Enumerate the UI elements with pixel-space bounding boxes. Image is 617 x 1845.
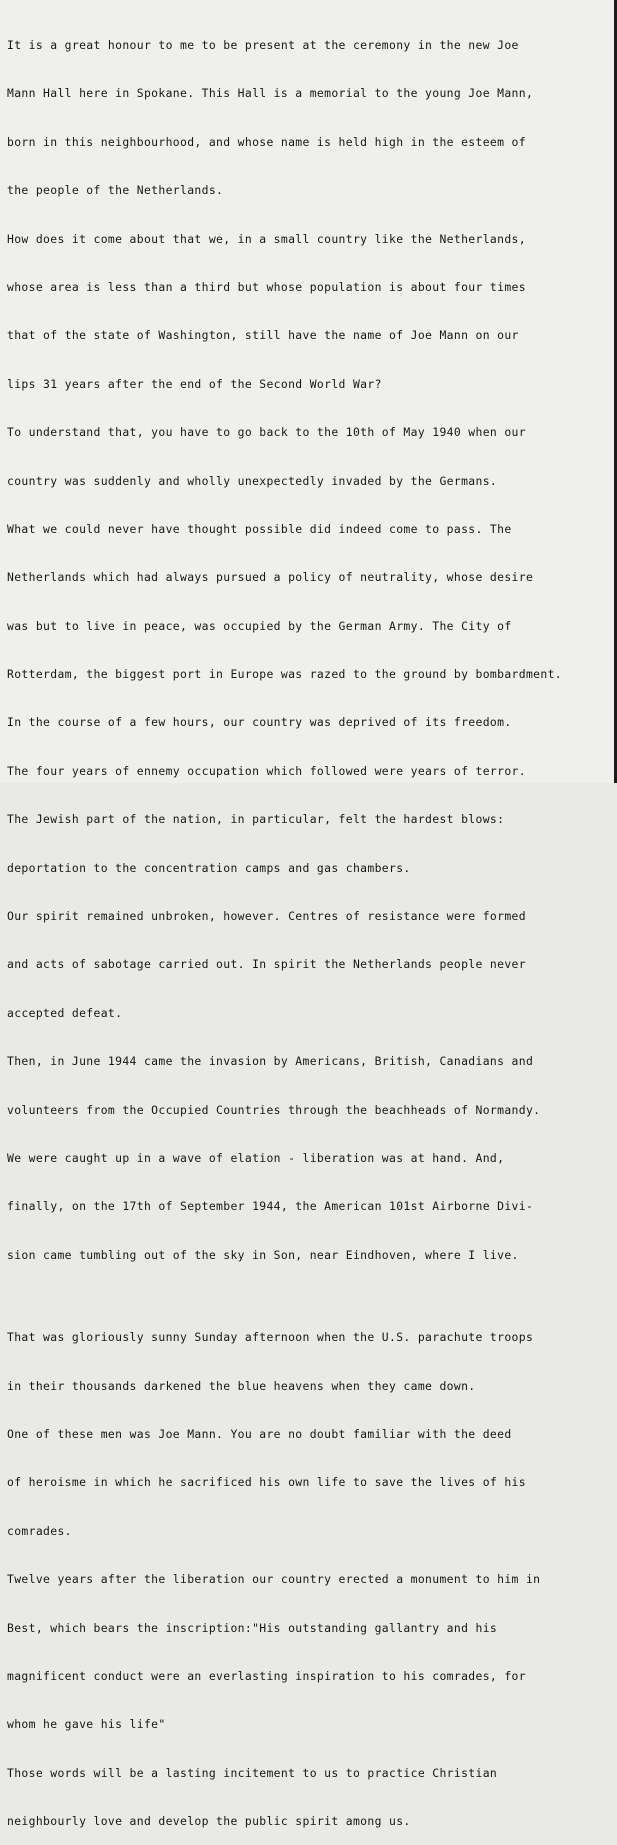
text-line: We were caught up in a wave of elation - liberation was at hand. And, (7, 1150, 505, 1165)
text-line: volunteers from the Occupied Countries through the beachheads of Normandy. (7, 1102, 541, 1117)
text-line: lips 31 years after the end of the Second World War? (7, 376, 382, 391)
text-line: born in this neighbourhood, and whose name is held high in the esteem of (7, 134, 526, 149)
text-line: Those words will be a lasting incitement to us to practice Christian (7, 1765, 498, 1780)
text-line: accepted defeat. (7, 1005, 123, 1020)
paragraph-gap (7, 1293, 608, 1299)
text-line: of heroisme in which he sacrificed his own life to save the lives of his (7, 1475, 526, 1490)
text-line: sion came tumbling out of the sky in Son, near Eindhoven, where I live. (7, 1247, 519, 1262)
text-line: In the course of a few hours, our country was deprived of its freedom. (7, 715, 512, 730)
text-line: To understand that, you have to go back to the 10th of May 1940 when our (7, 425, 526, 440)
text-line: Netherlands which had always pursued a policy of neutrality, whose desire (7, 570, 534, 585)
text-line: The four years of ennemy occupation which followed were years of terror. (7, 763, 526, 778)
text-line: deportation to the concentration camps and gas chambers. (7, 860, 411, 875)
text-line: in their thousands darkened the blue heavens when they came down. (7, 1378, 476, 1393)
text-line: Our spirit remained unbroken, however. Centres of resistance were formed (7, 909, 526, 924)
text-line: The Jewish part of the nation, in particular, felt the hardest blows: (7, 812, 505, 827)
text-line: One of these men was Joe Mann. You are no doubt familiar with the deed (7, 1426, 512, 1441)
text-line: whose area is less than a third but whose population is about four times (7, 279, 526, 294)
text-line: Twelve years after the liberation our country erected a monument to him in (7, 1572, 541, 1587)
text-line: Mann Hall here in Spokane. This Hall is a memorial to the young Joe Mann, (7, 86, 534, 101)
text-line: That was gloriously sunny Sunday afternoon when the U.S. parachute troops (7, 1330, 534, 1345)
text-line: Then, in June 1944 came the invasion by Americans, British, Canadians and (7, 1054, 534, 1069)
text-line: Best, which bears the inscription:"His outstanding gallantry and his (7, 1620, 498, 1635)
text-line: It is a great honour to me to be present at the ceremony in the new Joe (7, 38, 519, 52)
text-line: comrades. (7, 1523, 72, 1538)
text-line: whom he gave his life" (7, 1717, 166, 1732)
text-line: neighbourly love and develop the public spirit among us. (7, 1814, 411, 1829)
text-line: finally, on the 17th of September 1944, the American 101st Airborne Divi- (7, 1199, 534, 1214)
text-line: How does it come about that we, in a small country like the Netherlands, (7, 231, 526, 246)
text-line: was but to live in peace, was occupied by the German Army. The City of (7, 618, 512, 633)
text-line: What we could never have thought possible did indeed come to pass. The (7, 521, 512, 536)
text-line: the people of the Netherlands. (7, 183, 224, 198)
text-line: Rotterdam, the biggest port in Europe was razed to the ground by bombardment. (7, 667, 562, 682)
text-line: that of the state of Washington, still have the name of Joe Mann on our (7, 328, 519, 343)
text-line: country was suddenly and wholly unexpectedly invaded by the Germans. (7, 473, 498, 488)
text-line: and acts of sabotage carried out. In spirit the Netherlands people never (7, 957, 526, 972)
text-line: magnificent conduct were an everlasting inspiration to his comrades, for (7, 1668, 526, 1683)
